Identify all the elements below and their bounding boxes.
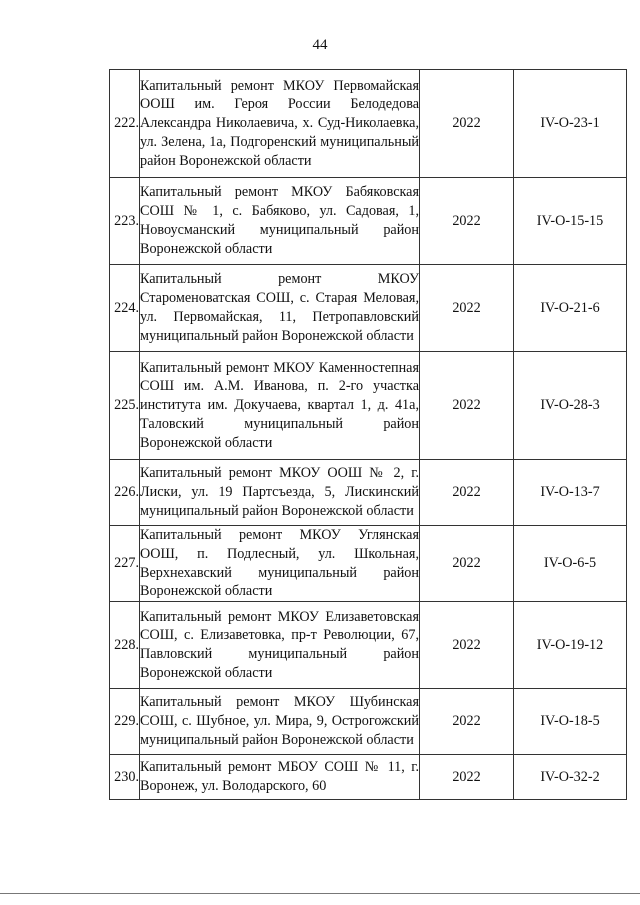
object-description-cell [140, 460, 420, 526]
year-cell: 2022 [420, 526, 514, 602]
object-code-cell: IV-O-18-5 [514, 689, 627, 755]
object-code-cell: IV-O-28-3 [514, 352, 627, 460]
table-row [110, 352, 627, 460]
object-description: Капитальный ремонт МБОУ СОШ № 11, г. Воронеж, ул. Володарского, 60 [140, 759, 419, 795]
object-description: Капитальный ремонт МКОУ Шубинская СОШ, с. Шубное, ул. Мира, 9, Острогожский муниципальный район Воронежской области [140, 694, 419, 749]
table-row [110, 460, 627, 526]
table-row [110, 602, 627, 689]
object-code-cell: IV-O-6-5 [514, 526, 627, 602]
object-code-cell: IV-O-21-6 [514, 265, 627, 352]
year-cell: 2022 [420, 460, 514, 526]
footer-divider [0, 893, 640, 894]
object-description-cell [140, 755, 420, 800]
object-description-cell [140, 178, 420, 265]
object-description: Капитальный ремонт МКОУ Углянская ООШ, п. Подлесный, ул. Школьная, Верхнехавский муниципальный район Воронежской области [140, 527, 419, 600]
table-row [110, 689, 627, 755]
object-description-cell [140, 70, 420, 178]
row-number: 229. [110, 689, 140, 755]
object-description: Капитальный ремонт МКОУ Елизаветовская СОШ, с. Елизаветовка, пр-т Революции, 67, Павловский муниципальный район Воронежской области [140, 608, 419, 681]
year-cell: 2022 [420, 755, 514, 800]
year-cell: 2022 [420, 70, 514, 178]
object-description-cell [140, 265, 420, 352]
page-number: 44 [312, 37, 328, 53]
table-row [110, 70, 627, 178]
table-row [110, 526, 627, 602]
object-description-cell [140, 352, 420, 460]
year-cell: 2022 [420, 352, 514, 460]
table-row [110, 755, 627, 800]
table-row [110, 178, 627, 265]
object-description: Капитальный ремонт МКОУ Каменностепная СОШ им. А.М. Иванова, п. 2-го участка института им. Докучаева, квартал 1, д. 41а, Таловский муниципальный район Воронежской области [140, 359, 419, 451]
objects-table [109, 69, 627, 800]
object-description: Капитальный ремонт МКОУ Первомайская ООШ им. Героя России Белодедова Александра Николаевича, х. Суд-Николаевка, ул. Зелена, 1а, Подгоренский муниципальный район Воронежской области [140, 77, 419, 169]
row-number: 223. [110, 178, 140, 265]
row-number: 222. [110, 70, 140, 178]
table-row [110, 265, 627, 352]
row-number: 230. [110, 755, 140, 800]
object-description: Капитальный ремонт МКОУ Староменоватская СОШ, с. Старая Меловая, ул. Первомайская, 11, Петропавловский муниципальный район Воронежской области [140, 271, 419, 344]
year-cell: 2022 [420, 265, 514, 352]
object-description-cell [140, 602, 420, 689]
year-cell: 2022 [420, 689, 514, 755]
object-description-cell [140, 689, 420, 755]
row-number: 228. [110, 602, 140, 689]
year-cell: 2022 [420, 602, 514, 689]
year-cell: 2022 [420, 178, 514, 265]
row-number: 225. [110, 352, 140, 460]
object-code-cell: IV-O-19-12 [514, 602, 627, 689]
object-code-cell: IV-O-13-7 [514, 460, 627, 526]
object-code-cell: IV-O-15-15 [514, 178, 627, 265]
row-number: 226. [110, 460, 140, 526]
object-code-cell: IV-O-23-1 [514, 70, 627, 178]
object-description-cell [140, 526, 420, 602]
object-description: Капитальный ремонт МКОУ Бабяковская СОШ № 1, с. Бабяково, ул. Садовая, 1, Новоусманский муниципальный район Воронежской области [140, 184, 419, 257]
row-number: 224. [110, 265, 140, 352]
table-body [110, 70, 627, 800]
object-description: Капитальный ремонт МКОУ ООШ № 2, г. Лиски, ул. 19 Партсъезда, 5, Лискинский муниципальный район Воронежской области [140, 465, 419, 519]
object-code-cell: IV-O-32-2 [514, 755, 627, 800]
row-number: 227. [110, 526, 140, 602]
